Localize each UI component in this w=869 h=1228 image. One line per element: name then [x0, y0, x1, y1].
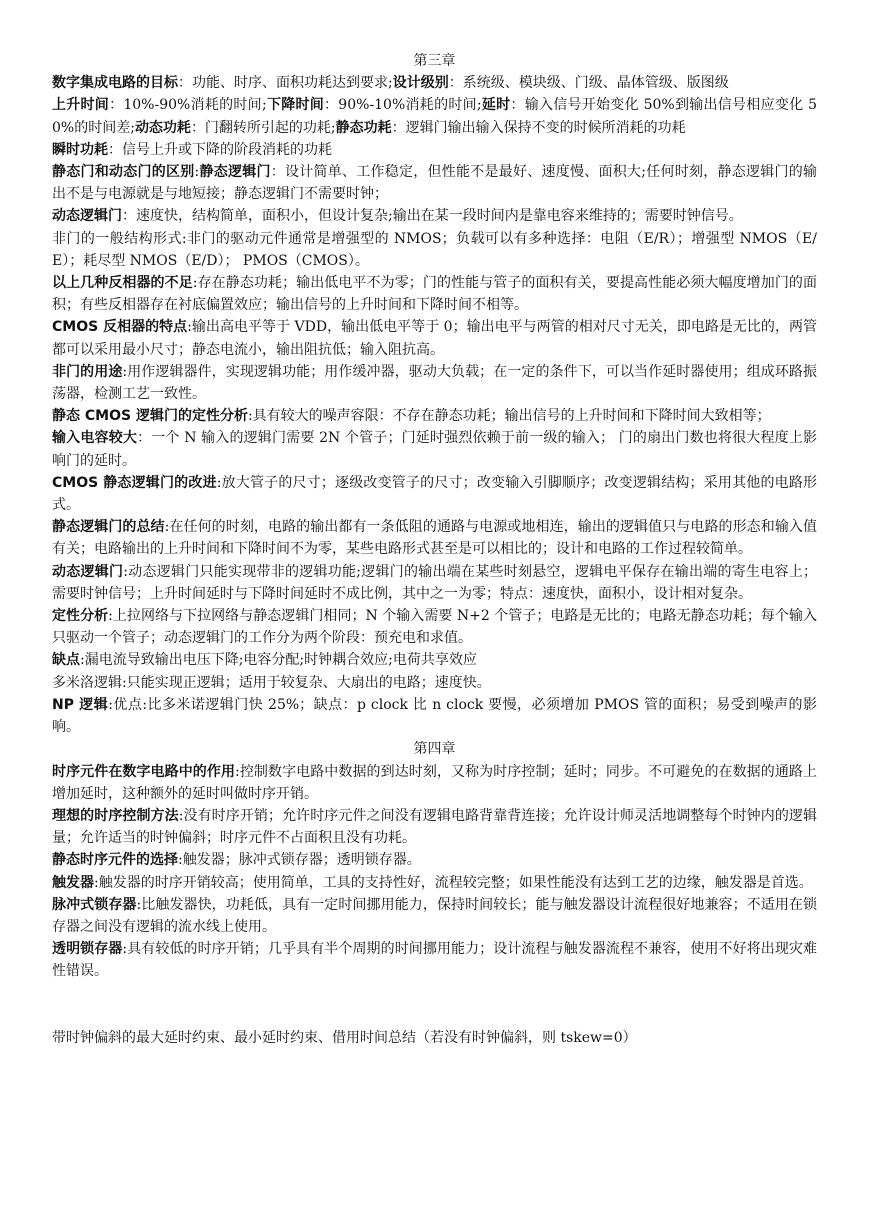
- term: 设计级别: [392, 75, 449, 92]
- text: ：速度快，结构简单，面积小，但设计复杂;输出在某一段时间内是靠电容来维持的；需要时钟信号。: [122, 208, 743, 225]
- text: :具有较低的时序开销；几乎具有半个周期的时间挪用能力；设计流程与触发器流程不兼容，使用不好将出现灾难性错误。: [52, 941, 818, 980]
- paragraph-drawbacks: [52, 649, 817, 671]
- text: :具有较大的噪声容限：不存在静态功耗；输出信号的上升时间和下降时间大致相等；: [247, 408, 771, 425]
- paragraph-static-cmos-analysis: [52, 405, 817, 427]
- text: :触发器的时序开销较高；使用简单，工具的支持性好，流程较完整；如果性能没有达到工艺的边缘，触发器是首选。: [94, 874, 813, 891]
- paragraph-input-capacitance: [52, 427, 817, 471]
- paragraph-inverter-drawbacks: [52, 272, 817, 316]
- text: ：逻辑门输出输入保持不变的时候所消耗的功耗: [391, 119, 686, 136]
- paragraph-timing-power: [52, 94, 817, 138]
- term: 数字集成电路的目标: [52, 75, 178, 92]
- text: ：90%-10%消耗的时间;: [324, 97, 482, 114]
- paragraph-transparent-latch: [52, 938, 817, 982]
- text: :放大管子的尺寸；逐级改变管子的尺寸；改变输入引脚顺序；改变逻辑结构；采用其他的电路形式。: [52, 474, 817, 514]
- spacer: [52, 983, 817, 1027]
- text: :在任何的时刻，电路的输出都有一条低阻的通路与电源或地相连，输出的逻辑值只与电路的形态和输入值有关；电路输出的上升时间和下降时间不为零，某些电路形式甚至是可以相比的；设计和电路的工作过程较简单。: [52, 519, 818, 558]
- paragraph-static-summary: [52, 516, 817, 560]
- paragraph-transient-power: [52, 139, 817, 161]
- term: 瞬时功耗: [52, 141, 108, 158]
- paragraph-sequential-role: [52, 761, 817, 805]
- text: ：10%-90%消耗的时间;: [109, 97, 267, 114]
- term: 定性分析: [52, 608, 109, 625]
- term: 静态逻辑门的总结: [52, 519, 165, 536]
- term: 下降时间: [266, 97, 325, 114]
- text: :优点:比多米诺逻辑门快 25%；缺点：p clock 比 n clock 要慢，必须增加 PMOS 管的面积；易受到噪声的影响。: [52, 696, 817, 736]
- text: 带时钟偏斜的最大延时约束、最小延时约束、借用时间总结（若没有时钟偏斜，则 tskew=0）: [52, 1029, 637, 1046]
- term: 静态时序元件的选择: [52, 852, 178, 869]
- term: 动态功耗: [134, 119, 191, 136]
- term: 静态功耗: [335, 119, 392, 136]
- paragraph-dynamic-logic-gate: [52, 205, 817, 227]
- paragraph-clock-skew-summary: [52, 1027, 817, 1049]
- paragraph-np-logic: [52, 694, 817, 738]
- term: 动态逻辑门: [52, 563, 124, 580]
- term: 静态逻辑门: [199, 164, 271, 181]
- paragraph-domino-logic: [52, 672, 817, 694]
- term: 时序元件在数字电路中的作用: [52, 763, 236, 780]
- text: :比触发器快，功耗低，具有一定时间挪用能力，保持时间较长；能与触发器设计流程很好地兼容；不适用在锁存器之间没有逻辑的流水线上使用。: [52, 896, 818, 935]
- term: 动态逻辑门: [52, 208, 122, 225]
- term: 延时: [481, 97, 511, 114]
- term: CMOS 反相器的特点: [52, 319, 188, 336]
- text: :输出高电平等于 VDD，输出低电平等于 0；输出电平与两管的相对尺寸无关，即电路是无比的，两管都可以采用最小尺寸；静态电流小，输出阻抗低；输入阻抗高。: [52, 319, 817, 358]
- paragraph-cmos-improvements: [52, 472, 817, 516]
- text: ：门翻转所引起的功耗;: [190, 119, 336, 136]
- term: 理想的时序控制方法: [52, 807, 179, 824]
- term: CMOS 静态逻辑门的改进: [52, 474, 217, 491]
- text: ：信号上升或下降的阶段消耗的功耗: [108, 141, 332, 158]
- paragraph-ic-goals: [52, 72, 817, 94]
- term: 非门的用途: [52, 363, 123, 380]
- term: 触发器: [52, 874, 94, 891]
- text: :动态逻辑门只能实现带非的逻辑功能;逻辑门的输出端在某些时刻悬空，逻辑电平保存在输出端的寄生电容上；需要时钟信号；上升时间延时与下降时间延时不成比例，其中之一为零；特点：速度快，面积小，设计相对复杂。: [52, 563, 818, 602]
- text: 非门的一般结构形式:非门的驱动元件通常是增强型的 NMOS；负载可以有多种选择：电阻（E/R）；增强型 NMOS（E/E）；耗尽型 NMOS（E/D）； PMOS（CMOS）。: [52, 230, 817, 269]
- paragraph-cmos-inverter: [52, 316, 817, 360]
- paragraph-flip-flop: [52, 872, 817, 894]
- text: ：系统级、模块级、门级、晶体管级、版图级: [448, 75, 729, 92]
- paragraph-dynamic-gates: [52, 561, 817, 605]
- paragraph-static-vs-dynamic: [52, 161, 817, 205]
- text: 多米洛逻辑:只能实现正逻辑；适用于较复杂、大扇出的电路；速度快。: [52, 674, 491, 691]
- paragraph-static-elements: [52, 849, 817, 871]
- text: :存在静态功耗；输出低电平不为零；门的性能与管子的面积有关，要提高性能必须大幅度增加门的面积；有些反相器存在衬底偏置效应；输出信号的上升时间和下降时间不相等。: [52, 275, 817, 314]
- term: 静态 CMOS 逻辑门的定性分析: [52, 408, 248, 425]
- paragraph-inverter-structure: [52, 228, 817, 272]
- paragraph-ideal-timing: [52, 805, 817, 849]
- term: 输入电容较大: [52, 430, 138, 447]
- term: NP 逻辑: [52, 696, 109, 713]
- text: :: [194, 164, 200, 181]
- chapter-4-heading: 第四章: [413, 741, 456, 758]
- term: 静态门和动态门的区别: [52, 164, 195, 181]
- text: :没有时序开销；允许时序元件之间没有逻辑电路背靠背连接；允许设计师灵活地调整每个时钟内的逻辑量；允许适当的时钟偏斜；时序元件不占面积且没有功耗。: [52, 807, 818, 847]
- term: 透明锁存器: [52, 941, 123, 958]
- paragraph-inverter-uses: [52, 361, 817, 405]
- text: :控制数字电路中数据的到达时刻，又称为时序控制；延时；同步。不可避免的在数据的通路上增加延时，这种额外的延时叫做时序开销。: [52, 763, 817, 802]
- chapter-3-heading: 第三章: [413, 53, 456, 69]
- text: ：输入信号开始变化 50%到输出信号相应变化 50%的时间差;: [52, 97, 818, 136]
- text: :漏电流导致输出电压下降;电容分配;时钟耦合效应;电荷共享效应: [80, 652, 477, 669]
- term: 以上几种反相器的不足: [52, 275, 193, 292]
- text: ：一个 N 输入的逻辑门需要 2N 个管子；门延时强烈依赖于前一级的输入； 门的扇出门数也将很大程度上影响门的延时。: [52, 430, 818, 469]
- term: 脉冲式锁存器: [52, 896, 137, 913]
- text: ：功能、时序、面积功耗达到要求;: [178, 75, 393, 92]
- text: :上拉网络与下拉网络与静态逻辑门相同；N 个输入需要 N+2 个管子；电路是无比的；电路无静态功耗；每个输入只驱动一个管子；动态逻辑门的工作分为两个阶段：预充电和求值。: [52, 608, 818, 647]
- text: :触发器；脉冲式锁存器；透明锁存器。: [178, 852, 421, 869]
- text: :用作逻辑器件，实现逻辑功能；用作缓冲器，驱动大负载；在一定的条件下，可以当作延时器使用；组成环路振荡器，检测工艺一致性。: [52, 363, 818, 403]
- term: 上升时间: [52, 97, 110, 114]
- paragraph-pulsed-latch: [52, 894, 817, 938]
- term: 缺点: [52, 652, 80, 669]
- text: ：设计简单、工作稳定，但性能不是最好、速度慢、面积大;任何时刻，静态逻辑门的输出不是与电源就是与地短接；静态逻辑门不需要时钟；: [52, 164, 818, 203]
- paragraph-qualitative-analysis: [52, 605, 817, 649]
